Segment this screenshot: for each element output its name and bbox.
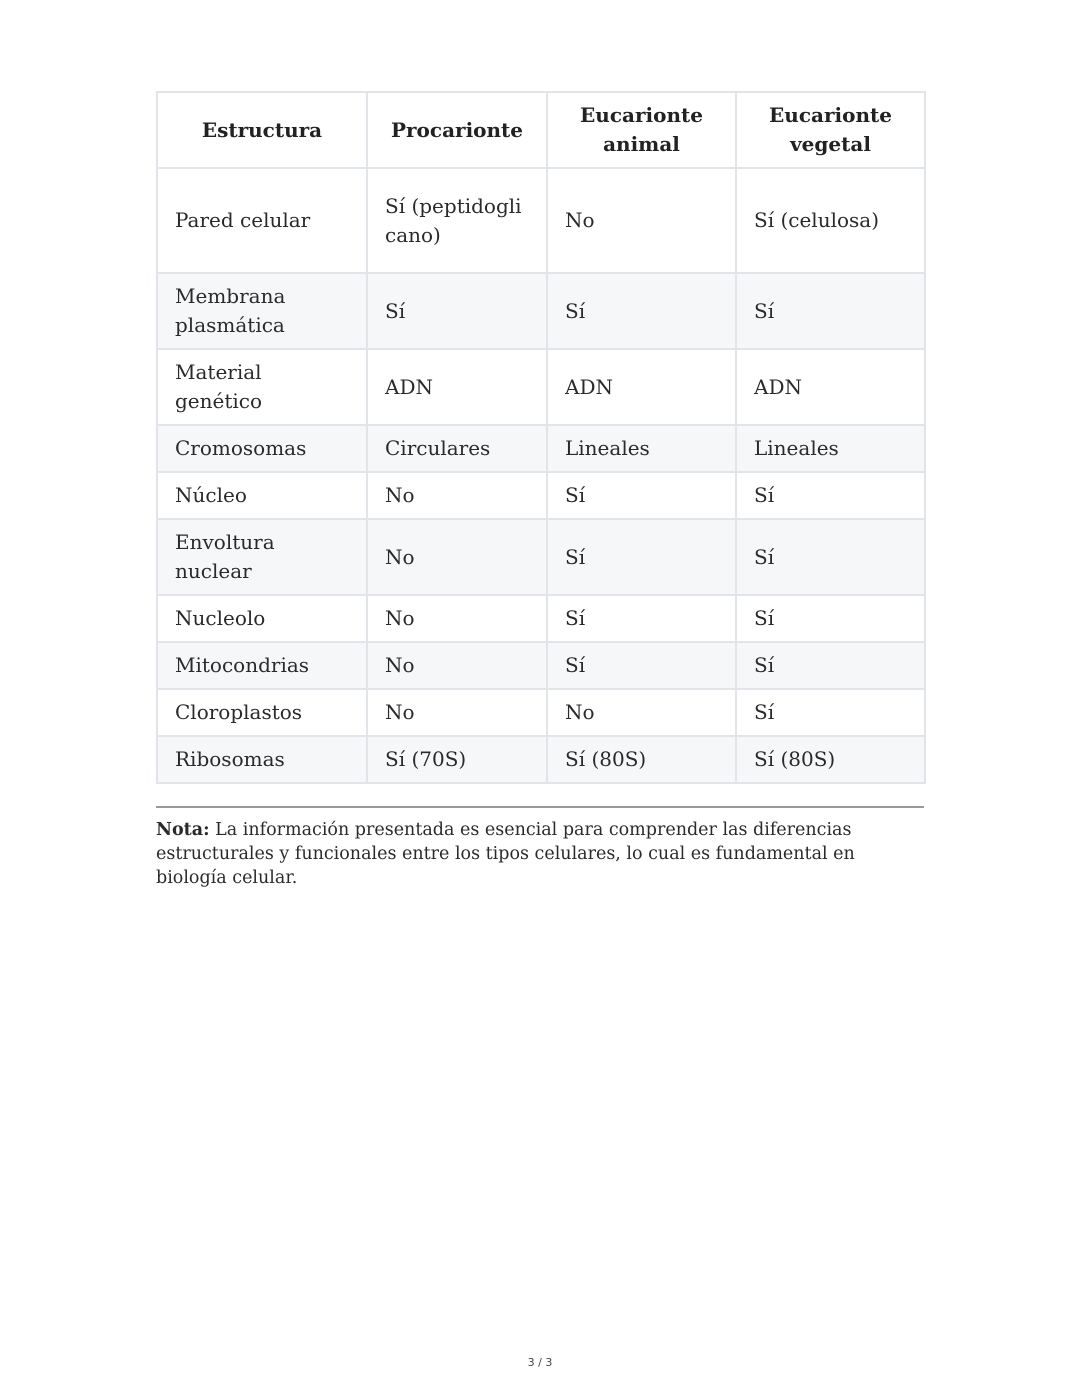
cell-structure: Núcleo <box>157 472 367 519</box>
header-eucarionte-animal: Eucarionte animal <box>547 92 736 168</box>
cell-animal: Sí <box>547 595 736 642</box>
cell-animal: ADN <box>547 349 736 425</box>
cell-structure: Ribosomas <box>157 736 367 783</box>
cell-animal: Sí <box>547 273 736 349</box>
comparison-table <box>156 91 926 784</box>
table-header-row <box>157 92 925 168</box>
divider <box>156 806 924 808</box>
cell-procarionte: Sí (peptidoglicano) <box>367 168 547 273</box>
cell-vegetal: Sí <box>736 595 925 642</box>
header-procarionte: Procarionte <box>367 92 547 168</box>
cell-vegetal: Lineales <box>736 425 925 472</box>
note-label: Nota: <box>156 820 210 840</box>
cell-procarionte: No <box>367 595 547 642</box>
cell-vegetal: Sí (80S) <box>736 736 925 783</box>
cell-vegetal: Sí <box>736 519 925 595</box>
cell-animal: Sí (80S) <box>547 736 736 783</box>
table-row <box>157 425 925 472</box>
table-row <box>157 349 925 425</box>
header-estructura: Estructura <box>157 92 367 168</box>
table-row <box>157 472 925 519</box>
cell-procarionte: No <box>367 519 547 595</box>
table-row <box>157 689 925 736</box>
cell-vegetal: Sí (celulosa) <box>736 168 925 273</box>
cell-structure: Pared celular <box>157 168 367 273</box>
cell-animal: No <box>547 168 736 273</box>
cell-procarionte: ADN <box>367 349 547 425</box>
cell-procarionte: No <box>367 689 547 736</box>
cell-procarionte: No <box>367 642 547 689</box>
cell-vegetal: Sí <box>736 472 925 519</box>
cell-vegetal: Sí <box>736 642 925 689</box>
cell-procarionte: Sí <box>367 273 547 349</box>
cell-structure: Material genético <box>157 349 367 425</box>
cell-procarionte: Sí (70S) <box>367 736 547 783</box>
table-row <box>157 273 925 349</box>
cell-animal: No <box>547 689 736 736</box>
document-page <box>156 91 924 908</box>
cell-structure: Cromosomas <box>157 425 367 472</box>
cell-vegetal: Sí <box>736 273 925 349</box>
cell-vegetal: Sí <box>736 689 925 736</box>
header-eucarionte-vegetal: Eucarionte vegetal <box>736 92 925 168</box>
table-row <box>157 642 925 689</box>
table-row <box>157 519 925 595</box>
note-paragraph <box>156 818 924 890</box>
cell-structure: Mitocondrias <box>157 642 367 689</box>
cell-animal: Sí <box>547 519 736 595</box>
cell-structure: Membrana plasmática <box>157 273 367 349</box>
note-text: La información presentada es esencial para comprender las diferencias estructurales y funcionales entre los tipos celulares, lo cual es fundamental en biología celular. <box>156 820 855 888</box>
cell-procarionte: Circulares <box>367 425 547 472</box>
cell-procarionte: No <box>367 472 547 519</box>
table-row <box>157 595 925 642</box>
cell-animal: Sí <box>547 472 736 519</box>
cell-vegetal: ADN <box>736 349 925 425</box>
cell-structure: Envoltura nuclear <box>157 519 367 595</box>
cell-animal: Sí <box>547 642 736 689</box>
cell-structure: Cloroplastos <box>157 689 367 736</box>
table-row <box>157 736 925 783</box>
cell-animal: Lineales <box>547 425 736 472</box>
cell-structure: Nucleolo <box>157 595 367 642</box>
page-indicator: 3 / 3 <box>527 1356 553 1369</box>
table-row <box>157 168 925 273</box>
